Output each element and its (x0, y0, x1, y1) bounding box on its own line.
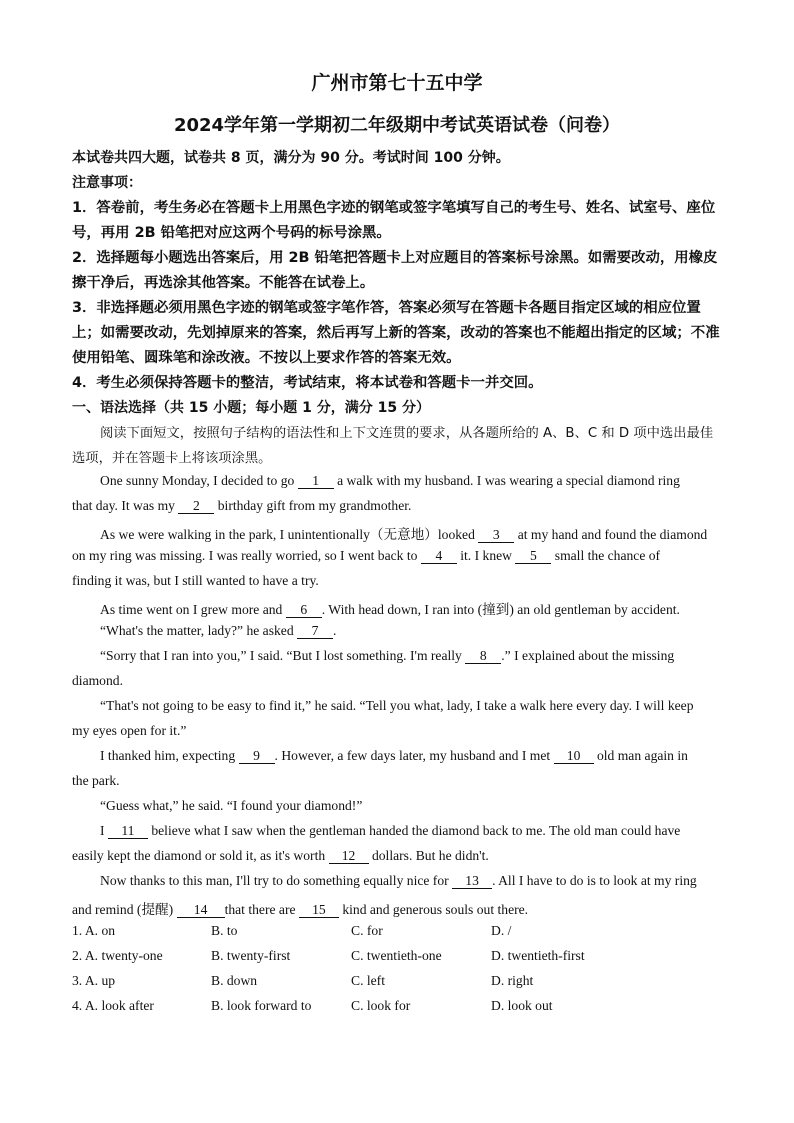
answer-blank: 2 (178, 498, 214, 514)
option-b[interactable]: B. look forward to (211, 998, 312, 1013)
passage-line: One sunny Monday, I decided to go 1 a walk with my husband. I was wearing a special diamond ring (100, 473, 680, 488)
passage-line: the park. (72, 773, 120, 788)
section-heading: 一、语法选择（共 15 小题；每小题 1 分，满分 15 分） (72, 400, 430, 416)
instruction-4: 4．考生必须保持答题卡的整洁，考试结束，将本试卷和答题卡一并交回。 (72, 375, 543, 391)
option-c[interactable]: C. look for (351, 998, 411, 1013)
instruction-1: 1．答卷前，考生务必在答题卡上用黑色字迹的钢笔或签字笔填写自己的考生号、姓名、试室号、座位号，再用 2B 铅笔把对应这两个号码的标号涂黑。 (72, 200, 716, 241)
answer-blank: 13 (452, 873, 492, 889)
option-b[interactable]: B. to (211, 923, 238, 938)
answer-blank: 7 (297, 623, 333, 639)
option-c[interactable]: C. twentieth-one (351, 948, 442, 963)
option-d[interactable]: D. right (491, 973, 534, 988)
passage-line: “Guess what,” he said. “I found your diamond!” (100, 798, 363, 813)
option-b[interactable]: B. down (211, 973, 258, 988)
passage-line: “That's not going to be easy to find it,” he said. “Tell you what, lady, I take a walk here every day. I will keep (100, 698, 694, 713)
passage-line: easily kept the diamond or sold it, as it's worth 12 dollars. But he didn't. (72, 848, 489, 863)
passage-line: Now thanks to this man, I'll try to do something equally nice for 13 . All I have to do is to look at my ring (100, 873, 697, 888)
option-d[interactable]: D. / (491, 923, 512, 938)
passage-line: diamond. (72, 673, 123, 688)
answer-blank: 10 (554, 748, 594, 764)
passage-line: “Sorry that I ran into you,” I said. “But I lost something. I'm really 8 .” I explained about the missing (100, 648, 675, 663)
answer-blank: 1 (298, 473, 334, 489)
answer-blank: 8 (465, 648, 501, 664)
passage-line: “What's the matter, lady?” he asked 7 . (100, 623, 337, 638)
answer-blank: 12 (329, 848, 369, 864)
school-name: 广州市第七十五中学 (311, 72, 483, 94)
option-d[interactable]: D. twentieth-first (491, 948, 585, 963)
instruction-2: 2．选择题每小题选出答案后，用 2B 铅笔把答题卡上对应题目的答案标号涂黑。如需要改动，用橡皮擦干净后，再选涂其他答案。不能答在试卷上。 (72, 250, 718, 291)
option-c[interactable]: C. for (351, 923, 383, 938)
option-b[interactable]: B. twenty-first (211, 948, 291, 963)
exam-intro: 本试卷共四大题，试卷共 8 页，满分为 90 分。考试时间 100 分钟。 (72, 150, 510, 166)
answer-blank: 5 (515, 548, 551, 564)
answer-blank: 6 (286, 602, 322, 618)
answer-blank: 11 (108, 823, 148, 839)
answer-blank: 3 (478, 527, 514, 543)
notes-heading: 注意事项： (72, 175, 142, 191)
passage-line: that day. It was my 2 birthday gift from my grandmother. (72, 498, 412, 513)
option-a[interactable]: 1. A. on (72, 923, 116, 938)
passage-line: my eyes open for it.” (72, 723, 187, 738)
option-a[interactable]: 3. A. up (72, 973, 116, 988)
instruction-3: 3．非选择题必须用黑色字迹的钢笔或签字笔作答，答案必须写在答题卡各题目指定区域的相应位置上；如需要改动，先划掉原来的答案，然后再写上新的答案，改动的答案也不能超出指定的区域；不准使用铅笔、圆珠笔和涂改液。不按以上要求作答的答案无效。 (72, 300, 720, 366)
answer-blank: 9 (239, 748, 275, 764)
passage-line: As time went on I grew more and 6 . With head down, I ran into (撞到) an old gentleman by accident. (100, 602, 680, 617)
answer-blank: 15 (299, 902, 339, 918)
passage-line: and remind (提醒) 14 that there are 15 kind and generous souls out there. (72, 902, 529, 917)
option-a[interactable]: 2. A. twenty-one (72, 948, 163, 963)
passage-line: I thanked him, expecting 9 . However, a few days later, my husband and I met 10 old man again in (100, 748, 688, 763)
passage-line: I 11 believe what I saw when the gentleman handed the diamond back to me. The old man could have (100, 823, 681, 838)
answer-blank: 14 (177, 902, 225, 918)
option-d[interactable]: D. look out (491, 998, 553, 1013)
answer-blank: 4 (421, 548, 457, 564)
passage-line: finding it was, but I still wanted to have a try. (72, 573, 319, 588)
exam-title: 2024学年第一学期初二年级期中考试英语试卷（问卷） (173, 115, 621, 136)
option-c[interactable]: C. left (351, 973, 385, 988)
section-directions: 阅读下面短文，按照句子结构的语法性和上下文连贯的要求，从各题所给的 A、B、C 和 D 项中选出最佳选项，并在答题卡上将该项涂黑。 (72, 426, 714, 466)
passage-line: on my ring was missing. I was really worried, so I went back to 4 it. I knew 5 small the chance of (72, 548, 661, 563)
option-a[interactable]: 4. A. look after (72, 998, 154, 1013)
passage-line: As we were walking in the park, I unintentionally（无意地）looked 3 at my hand and found the diamond (100, 527, 708, 542)
